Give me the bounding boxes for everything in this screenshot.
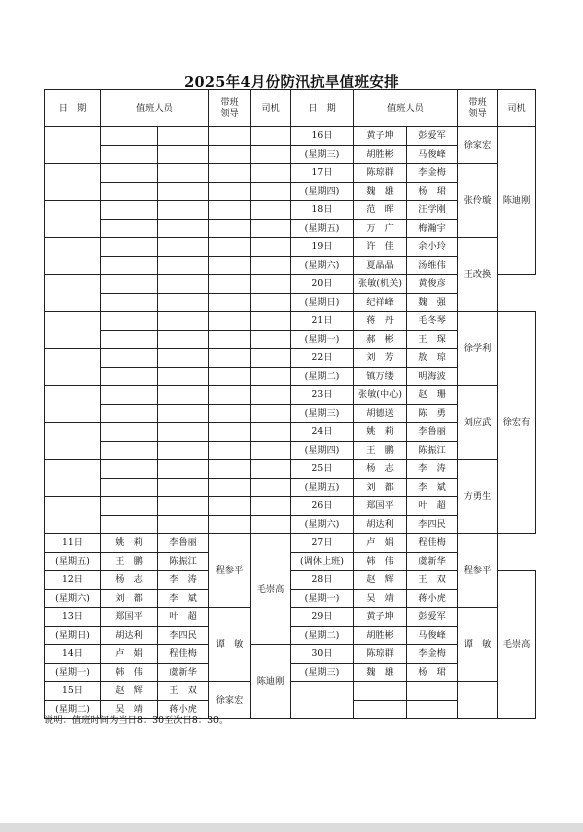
staff-cell: 胡德送 [354, 404, 407, 423]
staff-cell: 胡达利 [101, 626, 158, 645]
staff-cell: 彭爱军 [407, 608, 458, 627]
leader-cell: 徐家宏 [458, 127, 498, 164]
table-row [45, 534, 536, 553]
weekday-cell: (星期六) [291, 256, 354, 275]
date-cell: 16日 [291, 127, 354, 146]
weekday-cell: (星期四) [291, 441, 354, 460]
staff-cell: 汤维伟 [407, 256, 458, 275]
weekday-cell: (星期二) [45, 700, 101, 719]
empty-cell [101, 386, 158, 405]
staff-cell: 李鲁丽 [158, 534, 209, 553]
date-cell: 20日 [291, 275, 354, 294]
weekday-cell: (星期一) [291, 589, 354, 608]
staff-cell: 黄子坤 [354, 608, 407, 627]
staff-cell: 李 斌 [407, 478, 458, 497]
table-row [45, 682, 536, 701]
weekday-cell: (星期三) [291, 663, 354, 682]
date-cell: 27日 [291, 534, 354, 553]
leader-cell: 谭 敏 [209, 608, 251, 682]
table-row [45, 127, 536, 146]
weekday-cell: (星期二) [291, 367, 354, 386]
empty-cell [354, 700, 407, 719]
weekday-cell: (星期六) [291, 515, 354, 534]
staff-cell: 黄子坤 [354, 127, 407, 146]
empty-cell [251, 423, 291, 442]
empty-cell [45, 423, 101, 460]
staff-cell: 魏 强 [407, 293, 458, 312]
date-cell: 21日 [291, 312, 354, 331]
weekday-cell: (调休上班) [291, 552, 354, 571]
empty-cell [251, 256, 291, 275]
leader-cell: 方勇生 [458, 460, 498, 534]
weekday-cell: (星期日) [45, 626, 101, 645]
staff-cell: 郑国平 [101, 608, 158, 627]
staff-cell: 王 鹏 [354, 441, 407, 460]
staff-cell: 赵 辉 [101, 682, 158, 701]
driver-cell: 毛崇高 [498, 571, 536, 719]
staff-cell: 张敏(中心) [354, 386, 407, 405]
weekday-cell: (星期日) [291, 293, 354, 312]
empty-cell [209, 349, 251, 368]
empty-cell [45, 201, 101, 238]
empty-cell [158, 386, 209, 405]
empty-cell [158, 367, 209, 386]
empty-cell [209, 182, 251, 201]
staff-cell: 李鲁丽 [407, 423, 458, 442]
weekday-cell: (星期三) [291, 145, 354, 164]
empty-cell [101, 219, 158, 238]
empty-cell [101, 404, 158, 423]
staff-cell: 毛冬琴 [407, 312, 458, 331]
staff-cell: 蒋 丹 [354, 312, 407, 331]
empty-cell [291, 682, 354, 719]
staff-cell: 叶 超 [158, 608, 209, 627]
date-cell: 14日 [45, 645, 101, 664]
empty-cell [251, 515, 291, 534]
staff-cell: 刘 都 [101, 589, 158, 608]
empty-cell [45, 497, 101, 534]
leader-cell: 徐学利 [458, 312, 498, 386]
staff-cell: 郑国平 [354, 497, 407, 516]
empty-cell [209, 201, 251, 220]
table-header-row [45, 90, 536, 127]
weekday-cell: (星期五) [291, 478, 354, 497]
weekday-cell: (星期二) [291, 626, 354, 645]
header-leader: 带班 领导 [209, 90, 251, 127]
staff-cell: 张敏(机关) [354, 275, 407, 294]
empty-cell [209, 478, 251, 497]
empty-cell [158, 478, 209, 497]
staff-cell: 杨 珺 [407, 182, 458, 201]
staff-cell: 王 鹏 [101, 552, 158, 571]
empty-cell [251, 404, 291, 423]
empty-cell [251, 293, 291, 312]
staff-cell: 赵 辉 [354, 571, 407, 590]
empty-cell [45, 312, 101, 349]
staff-cell: 郝 彬 [354, 330, 407, 349]
date-cell: 23日 [291, 386, 354, 405]
staff-cell: 李四民 [158, 626, 209, 645]
weekday-cell: (星期一) [45, 663, 101, 682]
empty-cell [251, 386, 291, 405]
staff-cell: 夏晶晶 [354, 256, 407, 275]
staff-cell: 刘 芳 [354, 349, 407, 368]
driver-cell: 陈迪刚 [251, 645, 291, 719]
staff-cell: 陈振江 [407, 441, 458, 460]
date-cell: 15日 [45, 682, 101, 701]
leader-cell: 谭 敏 [458, 608, 498, 682]
empty-cell [45, 460, 101, 497]
table-row [45, 164, 536, 183]
staff-cell: 吴 靖 [354, 589, 407, 608]
weekday-cell: (星期四) [291, 182, 354, 201]
staff-cell: 韩 伟 [354, 552, 407, 571]
empty-cell [251, 275, 291, 294]
empty-cell [251, 312, 291, 331]
date-cell: 29日 [291, 608, 354, 627]
empty-cell [158, 312, 209, 331]
staff-cell: 刘 都 [354, 478, 407, 497]
driver-cell: 毛崇高 [251, 534, 291, 645]
empty-cell [251, 238, 291, 257]
staff-cell: 韩 伟 [101, 663, 158, 682]
empty-cell [209, 497, 251, 516]
empty-cell [45, 127, 101, 164]
staff-cell: 李金梅 [407, 164, 458, 183]
empty-cell [209, 293, 251, 312]
table-row [45, 386, 536, 405]
staff-cell: 程佳梅 [158, 645, 209, 664]
empty-cell [251, 497, 291, 516]
empty-cell [209, 460, 251, 479]
empty-cell [209, 127, 251, 146]
empty-cell [101, 423, 158, 442]
date-cell: 12日 [45, 571, 101, 590]
empty-cell [101, 515, 158, 534]
empty-cell [101, 238, 158, 257]
staff-cell: 蒋小虎 [407, 589, 458, 608]
empty-cell [209, 256, 251, 275]
staff-cell: 杨 志 [354, 460, 407, 479]
date-cell: 17日 [291, 164, 354, 183]
empty-cell [209, 312, 251, 331]
empty-cell [251, 330, 291, 349]
empty-cell [158, 275, 209, 294]
date-cell: 19日 [291, 238, 354, 257]
date-cell: 18日 [291, 201, 354, 220]
duty-schedule-table [44, 89, 536, 719]
viewer-bottom-edge [0, 823, 583, 832]
empty-cell [251, 201, 291, 220]
empty-cell [251, 441, 291, 460]
empty-cell [45, 164, 101, 201]
staff-cell: 程佳梅 [407, 534, 458, 553]
staff-cell: 镇万缕 [354, 367, 407, 386]
table-row [45, 312, 536, 331]
empty-cell [158, 182, 209, 201]
staff-cell: 姚 莉 [101, 534, 158, 553]
header-leader: 带班 领导 [458, 90, 498, 127]
empty-cell [251, 478, 291, 497]
table-row [45, 460, 536, 479]
leader-cell: 程参平 [209, 534, 251, 608]
empty-cell [407, 700, 458, 719]
empty-cell [45, 275, 101, 312]
leader-cell: 张伶璇 [458, 164, 498, 238]
staff-cell: 王 双 [158, 682, 209, 701]
header-date: 日 期 [291, 90, 354, 127]
staff-cell: 王 琛 [407, 330, 458, 349]
empty-cell [101, 312, 158, 331]
empty-cell [158, 238, 209, 257]
staff-cell: 王 双 [407, 571, 458, 590]
staff-cell: 李 涛 [407, 460, 458, 479]
staff-cell: 范 晖 [354, 201, 407, 220]
empty-cell [251, 460, 291, 479]
weekday-cell: (星期五) [291, 219, 354, 238]
empty-cell [101, 367, 158, 386]
date-cell: 25日 [291, 460, 354, 479]
empty-cell [158, 164, 209, 183]
empty-cell [101, 275, 158, 294]
empty-cell [251, 127, 291, 146]
empty-cell [101, 164, 158, 183]
staff-cell: 陈振江 [158, 552, 209, 571]
empty-cell [209, 367, 251, 386]
leader-cell: 王改换 [458, 238, 498, 312]
driver-cell: 徐宏有 [498, 312, 536, 534]
staff-cell: 卢 娟 [101, 645, 158, 664]
date-cell: 11日 [45, 534, 101, 553]
date-cell: 13日 [45, 608, 101, 627]
staff-cell: 魏 雄 [354, 182, 407, 201]
staff-cell: 余小玲 [407, 238, 458, 257]
date-cell: 26日 [291, 497, 354, 516]
empty-cell [158, 127, 209, 146]
header-driver: 司机 [251, 90, 291, 127]
empty-cell [209, 404, 251, 423]
empty-cell [209, 164, 251, 183]
empty-cell [158, 145, 209, 164]
empty-cell [101, 182, 158, 201]
empty-cell [209, 219, 251, 238]
staff-cell: 马俊峰 [407, 626, 458, 645]
empty-cell [251, 219, 291, 238]
leader-cell: 徐家宏 [209, 682, 251, 719]
date-cell: 30日 [291, 645, 354, 664]
empty-cell [209, 441, 251, 460]
empty-cell [251, 164, 291, 183]
empty-cell [101, 460, 158, 479]
empty-cell [354, 682, 407, 701]
empty-cell [158, 423, 209, 442]
staff-cell: 汪学刚 [407, 201, 458, 220]
staff-cell: 吴 靖 [101, 700, 158, 719]
staff-cell: 杨 志 [101, 571, 158, 590]
empty-cell [158, 256, 209, 275]
empty-cell [158, 515, 209, 534]
staff-cell: 李四民 [407, 515, 458, 534]
staff-cell: 杨 珺 [407, 663, 458, 682]
empty-cell [158, 349, 209, 368]
staff-cell: 叶 超 [407, 497, 458, 516]
staff-cell: 万 广 [354, 219, 407, 238]
empty-cell [251, 367, 291, 386]
staff-cell: 纪祥峰 [354, 293, 407, 312]
staff-cell: 卢 娟 [354, 534, 407, 553]
empty-cell [158, 497, 209, 516]
empty-cell [101, 127, 158, 146]
staff-cell: 胡胜彬 [354, 626, 407, 645]
empty-cell [209, 515, 251, 534]
staff-cell: 陈 勇 [407, 404, 458, 423]
empty-cell [158, 460, 209, 479]
empty-cell [101, 441, 158, 460]
staff-cell: 蒋小虎 [158, 700, 209, 719]
staff-cell: 陈琼群 [354, 164, 407, 183]
empty-cell [158, 404, 209, 423]
staff-cell: 胡胜彬 [354, 145, 407, 164]
empty-cell [101, 349, 158, 368]
staff-cell: 梅瀚宇 [407, 219, 458, 238]
empty-cell [101, 256, 158, 275]
page-title: 2025年4月份防汛抗旱值班安排 [184, 74, 399, 91]
header-staff: 值班人员 [101, 90, 209, 127]
staff-cell: 李金梅 [407, 645, 458, 664]
staff-cell: 黄俊彦 [407, 275, 458, 294]
staff-cell: 姚 莉 [354, 423, 407, 442]
empty-cell [158, 293, 209, 312]
empty-cell [158, 201, 209, 220]
empty-cell [158, 219, 209, 238]
weekday-cell: (星期六) [45, 589, 101, 608]
empty-cell [45, 349, 101, 386]
leader-cell: 程参平 [458, 534, 498, 608]
empty-cell [209, 423, 251, 442]
empty-cell [45, 238, 101, 275]
table-row [45, 238, 536, 257]
empty-cell [209, 238, 251, 257]
empty-cell [101, 497, 158, 516]
staff-cell: 敖 琼 [407, 349, 458, 368]
footnote: 说明：值班时间为当日8：30至次日8：30。 [44, 715, 229, 726]
empty-cell [45, 386, 101, 423]
empty-cell [209, 275, 251, 294]
staff-cell: 魏 雄 [354, 663, 407, 682]
empty-cell [101, 330, 158, 349]
staff-cell: 赵 珊 [407, 386, 458, 405]
empty-cell [209, 145, 251, 164]
staff-cell: 马俊峰 [407, 145, 458, 164]
empty-cell [407, 682, 458, 701]
table-row [45, 608, 536, 627]
date-cell: 22日 [291, 349, 354, 368]
weekday-cell: (星期三) [291, 404, 354, 423]
staff-cell: 陈琼群 [354, 645, 407, 664]
staff-cell: 李 涛 [158, 571, 209, 590]
leader-cell: 刘应武 [458, 386, 498, 460]
driver-cell: 陈迪刚 [498, 127, 536, 275]
date-cell: 24日 [291, 423, 354, 442]
weekday-cell: (星期五) [45, 552, 101, 571]
empty-cell [101, 293, 158, 312]
header-date: 日 期 [45, 90, 101, 127]
staff-cell: 虞新华 [158, 663, 209, 682]
empty-cell [158, 441, 209, 460]
staff-cell: 许 佳 [354, 238, 407, 257]
empty-cell [101, 145, 158, 164]
staff-cell: 彭爱军 [407, 127, 458, 146]
staff-cell: 虞新华 [407, 552, 458, 571]
weekday-cell: (星期一) [291, 330, 354, 349]
staff-cell: 李 斌 [158, 589, 209, 608]
empty-cell [209, 330, 251, 349]
empty-cell [101, 201, 158, 220]
empty-cell [209, 386, 251, 405]
header-driver: 司机 [498, 90, 536, 127]
empty-cell [101, 478, 158, 497]
empty-cell [251, 182, 291, 201]
empty-cell [458, 682, 498, 719]
empty-cell [251, 349, 291, 368]
date-cell: 28日 [291, 571, 354, 590]
header-staff: 值班人员 [354, 90, 458, 127]
empty-cell [251, 145, 291, 164]
staff-cell: 胡达利 [354, 515, 407, 534]
empty-cell [158, 330, 209, 349]
staff-cell: 明海波 [407, 367, 458, 386]
